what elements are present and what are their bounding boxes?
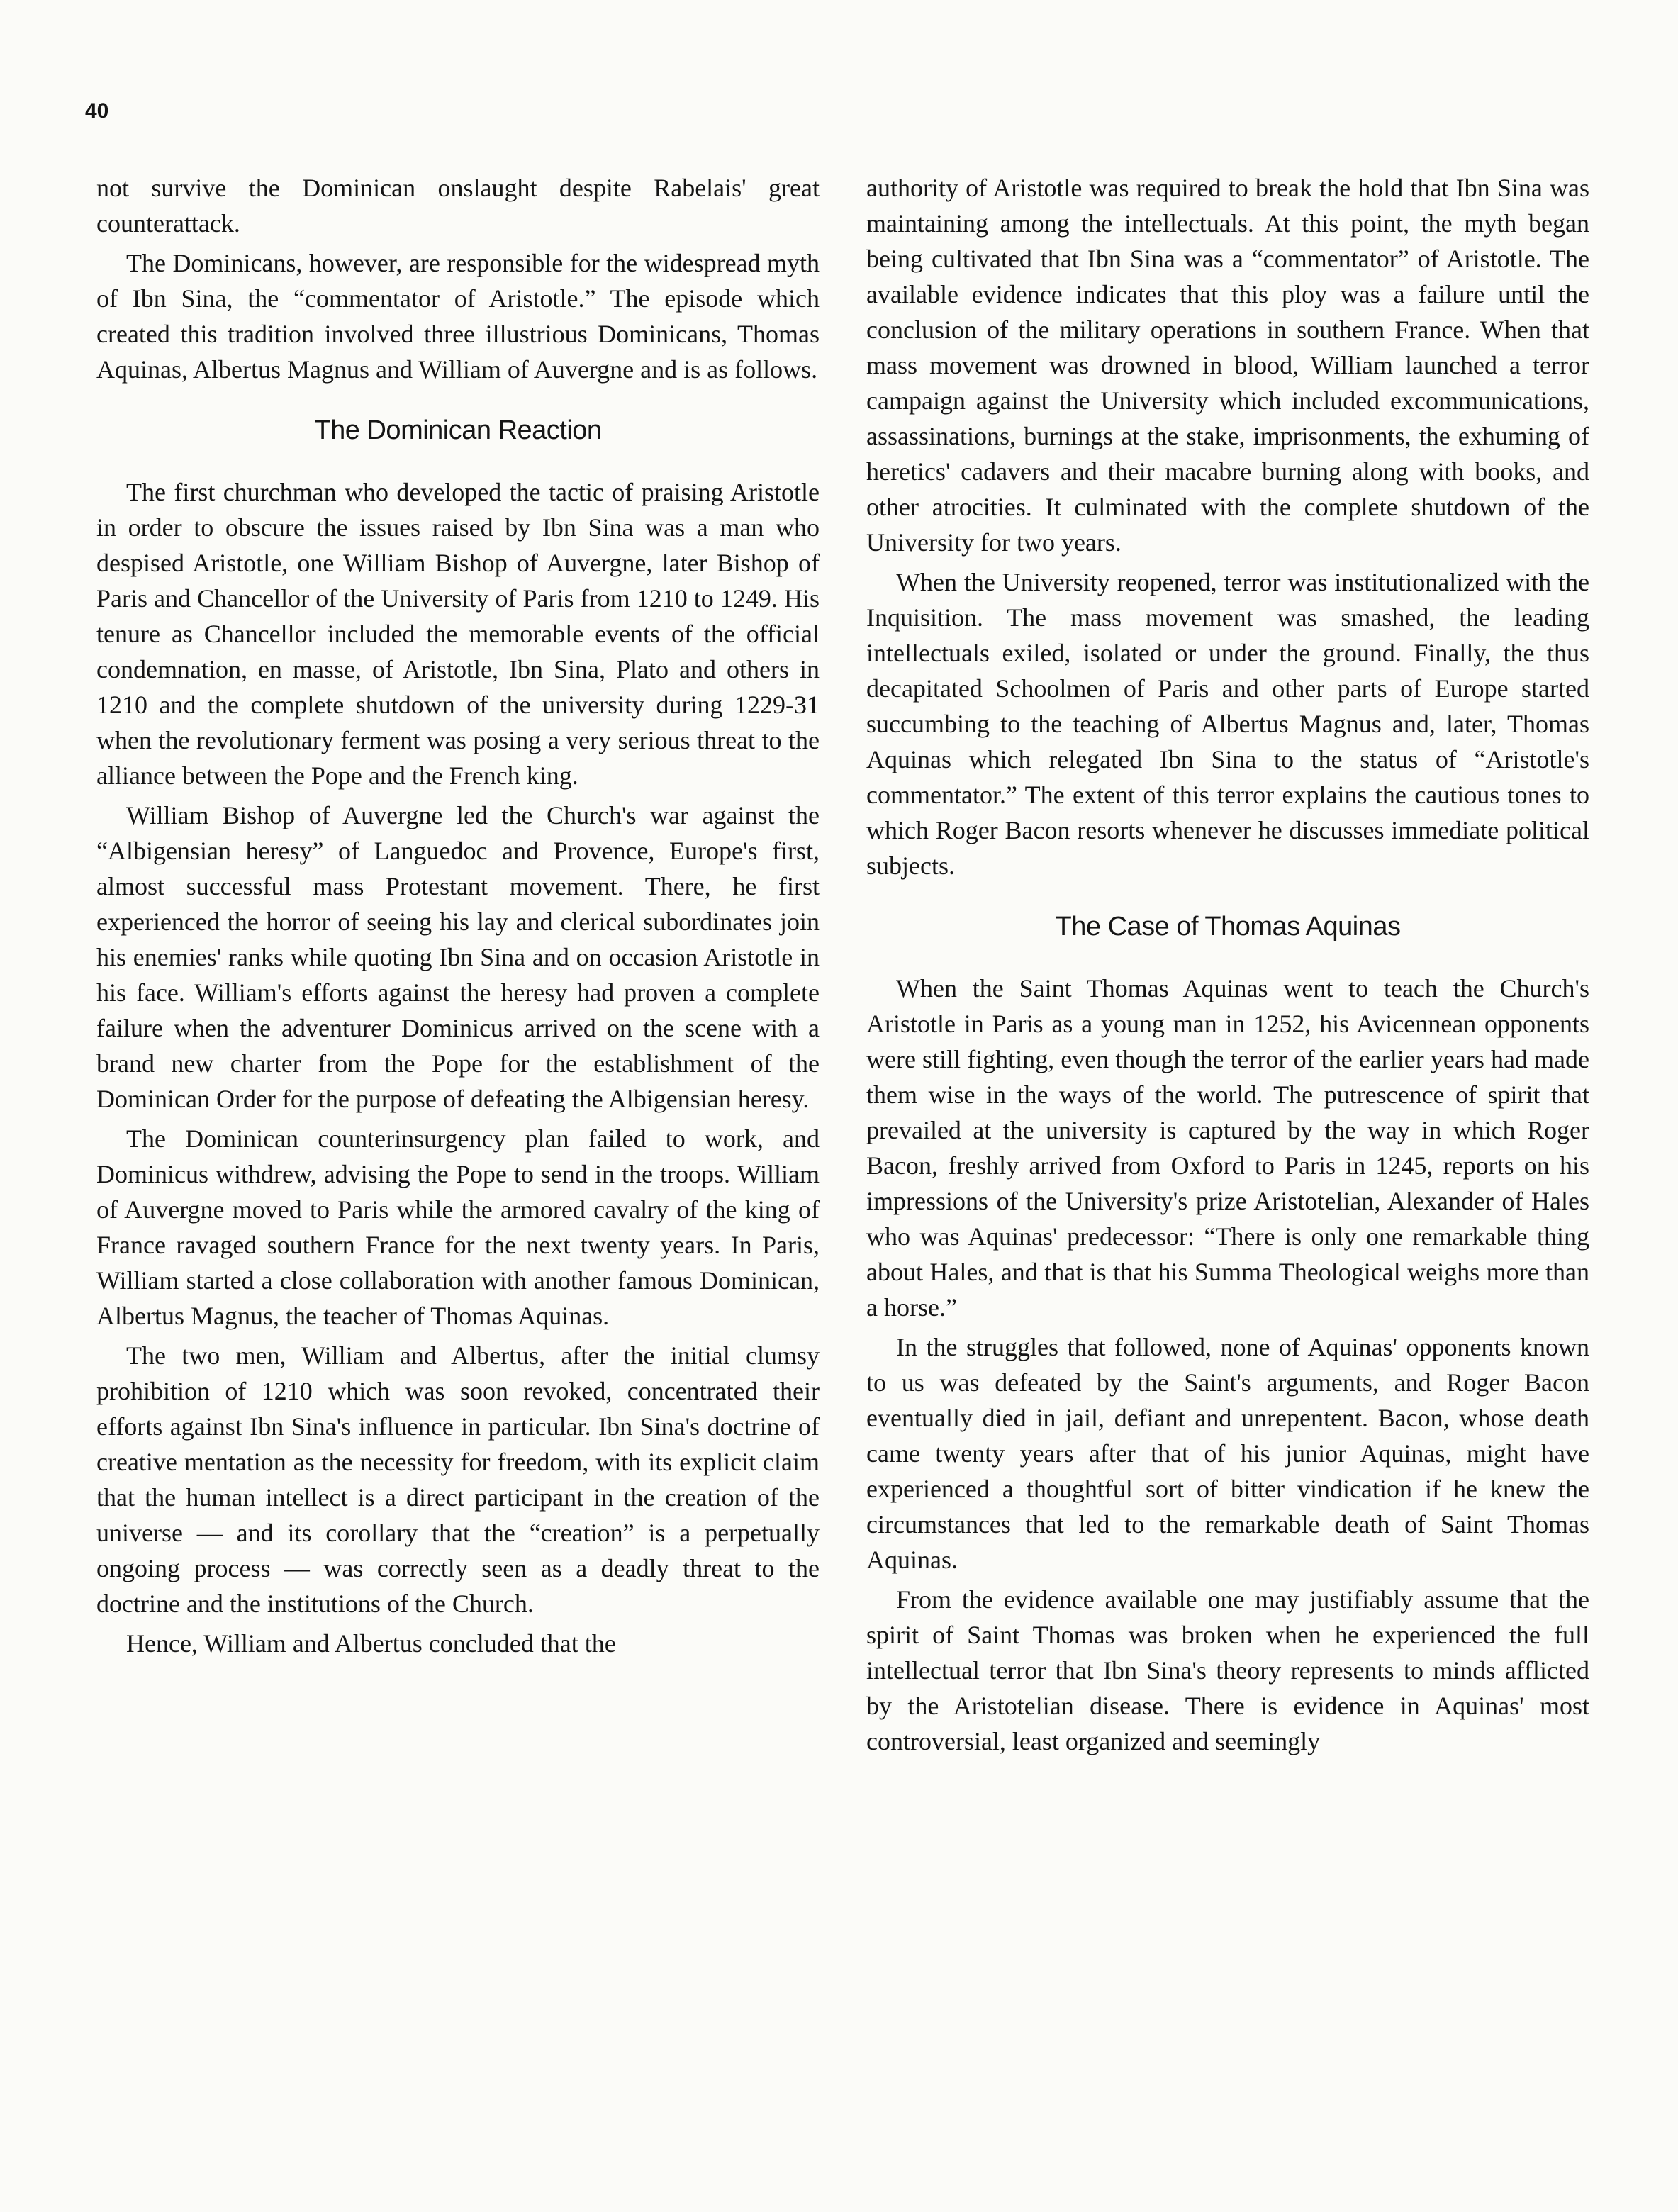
left-paragraph-2: The Dominicans, however, are responsible for the widespread myth of Ibn Sina, the “commentator of Aristotle.” The episode which created this tradition involved three illustrious Dominicans, Thomas Aquinas, Albertus Magnus and William of Auvergne and is as follows. [96, 249, 820, 384]
section-heading-dominican-reaction: The Dominican Reaction [314, 415, 602, 445]
right-paragraph-3: When the Saint Thomas Aquinas went to teach the Church's Aristotle in Paris as a young man in 1252, his Avicennean opponents were still fighting, even though the terror of the earlier years had made them wise in the ways of the world. The putrescence of spirit that prevailed at the university is captured by the way in which Roger Bacon, freshly arrived from Oxford to Paris in 1245, reports on his impressions of the University's prize Aristotelian, Alexander of Hales who was Aquinas' predecessor: “There is only one remarkable thing about Hales, and that is that his Summa Theological weighs more than a horse.” [866, 974, 1589, 1322]
page-number: 40 [85, 99, 109, 123]
right-paragraph-5: From the evidence available one may justifiably assume that the spirit of Saint Thomas was broken when he experienced the full intellectual terror that Ibn Sina's theory represents to minds afflicted by the Aristotelian disease. There is evidence in Aquinas' most controversial, least organized and seemingly [866, 1585, 1589, 1755]
left-paragraph-6: The two men, William and Albertus, after the initial clumsy prohibition of 1210 which was soon revoked, concentrated their efforts against Ibn Sina's influence in particular. Ibn Sina's doctrine of creative mentation as the necessity for freedom, with its explicit claim that the human intellect is a direct participant in the creation of the universe — and its corollary that the “creation” is a perpetually ongoing process — was correctly seen as a deadly threat to the doctrine and the institutions of the Church. [96, 1341, 820, 1618]
left-paragraph-1: not survive the Dominican onslaught despite Rabelais' great counterattack. [96, 174, 820, 238]
right-column [866, 170, 1589, 1763]
section-heading-case-of-thomas-aquinas: The Case of Thomas Aquinas [1055, 912, 1401, 942]
left-paragraph-4: William Bishop of Auvergne led the Church's war against the “Albigensian heresy” of Languedoc and Provence, Europe's first, almost successful mass Protestant movement. There, he first experienced the horror of seeing his lay and clerical subordinates join his enemies' ranks while quoting Ibn Sina and on occasion Aristotle in his face. William's efforts against the heresy had proven a complete failure when the adventurer Dominicus arrived on the scene with a brand new charter from the Pope for the establishment of the Dominican Order for the purpose of defeating the Albigensian heresy. [96, 801, 820, 1113]
left-column [96, 170, 820, 1665]
left-paragraph-7: Hence, William and Albertus concluded that the [126, 1629, 616, 1658]
right-paragraph-2: When the University reopened, terror was institutionalized with the Inquisition. The mass movement was smashed, the leading intellectuals exiled, isolated or under the ground. Finally, the thus decapitated Schoolmen of Paris and other parts of Europe started succumbing to the teaching of Albertus Magnus and, later, Thomas Aquinas which relegated Ibn Sina to the status of “Aristotle's commentator.” The extent of this terror explains the cautious tones to which Roger Bacon resorts whenever he discusses immediate political subjects. [866, 568, 1589, 880]
right-paragraph-1: authority of Aristotle was required to break the hold that Ibn Sina was maintaining among the intellectuals. At this point, the myth began being cultivated that Ibn Sina was a “commentator” of Aristotle. The available evidence indicates that this ploy was a failure until the conclusion of the military operations in southern France. When that mass movement was drowned in blood, William launched a terror campaign against the University which included excommunications, assassinations, burnings at the stake, imprisonments, the exhuming of heretics' cadavers and their macabre burning along with books, and other atrocities. It culminated with the complete shutdown of the University for two years. [866, 174, 1589, 557]
left-paragraph-5: The Dominican counterinsurgency plan failed to work, and Dominicus withdrew, advising the Pope to send in the troops. William of Auvergne moved to Paris while the armored cavalry of the king of France ravaged southern France for the next twenty years. In Paris, William started a close collaboration with another famous Dominican, Albertus Magnus, the teacher of Thomas Aquinas. [96, 1124, 820, 1330]
right-paragraph-4: In the struggles that followed, none of Aquinas' opponents known to us was defeated by the Saint's arguments, and Roger Bacon eventually died in jail, defiant and unrepentent. Bacon, whose death came twenty years after that of his junior Aquinas, might have experienced a thoughtful sort of bitter vindication if he knew the circumstances that led to the remarkable death of Saint Thomas Aquinas. [866, 1333, 1589, 1574]
left-paragraph-3: The first churchman who developed the tactic of praising Aristotle in order to obscure the issues raised by Ibn Sina was a man who despised Aristotle, one William Bishop of Auvergne, later Bishop of Paris and Chancellor of the University of Paris from 1210 to 1249. His tenure as Chancellor included the memorable events of the official condemnation, en masse, of Aristotle, Ibn Sina, Plato and others in 1210 and the complete shutdown of the university during 1229-31 when the revolutionary ferment was posing a very serious threat to the alliance between the Pope and the French king. [96, 478, 820, 790]
